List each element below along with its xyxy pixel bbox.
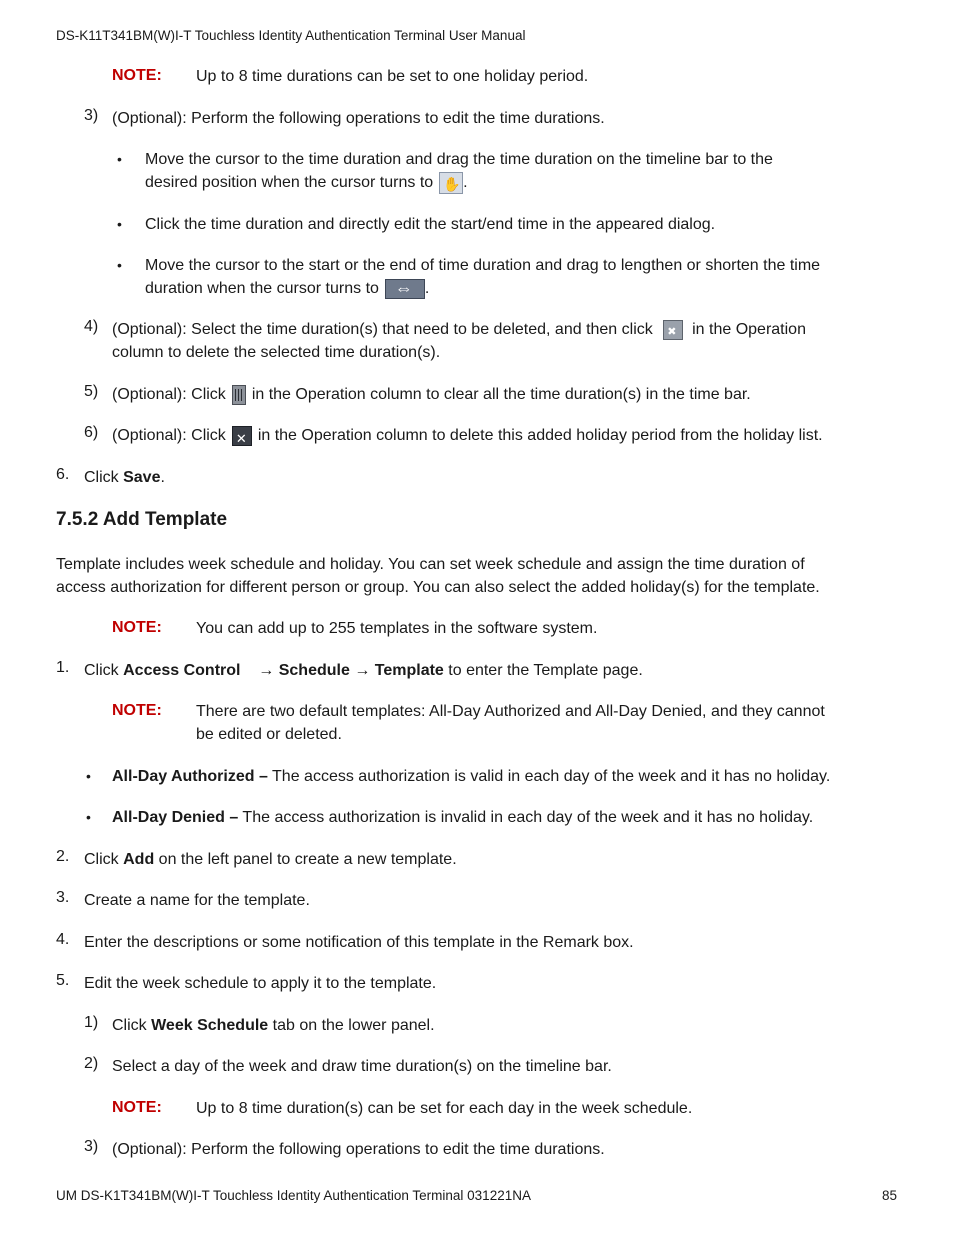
bullet-text: All-Day Denied – The access authorization is invalid in each day of the week and it has no holiday. — [112, 809, 814, 826]
bullet-text: All-Day Authorized – The access authorization is valid in each day of the week and it has no holiday. — [112, 768, 831, 785]
page-number: 85 — [882, 1188, 898, 1203]
note-text: Up to 8 time durations can be set to one holiday period. — [196, 68, 589, 85]
bullet-glyph: • — [86, 768, 91, 784]
step-text: (Optional): Click in the Operation column to clear all the time duration(s) in the time bar. — [112, 386, 751, 403]
resize-arrow-icon — [385, 279, 425, 299]
intro-text-cont: access authorization for different person or group. You can also select the added holiday(s) for the template. — [56, 579, 820, 596]
step-text: Click Save. — [84, 469, 165, 486]
step-number: 5) — [84, 383, 99, 400]
step-text: (Optional): Perform the following operations to edit the time durations. — [112, 1141, 605, 1158]
note-text: You can add up to 255 templates in the software system. — [196, 620, 598, 637]
note-label: NOTE: — [112, 67, 162, 84]
bullet-glyph: • — [86, 809, 91, 825]
delete-box-icon — [663, 320, 683, 340]
page-header: DS-K11T341BM(W)I-T Touchless Identity Authentication Terminal User Manual — [56, 28, 526, 43]
step-number: 1. — [56, 659, 70, 676]
step-number: 5. — [56, 972, 70, 989]
note-label: NOTE: — [112, 1099, 162, 1116]
step-number: 1) — [84, 1014, 99, 1031]
hand-cursor-icon — [439, 172, 463, 194]
step-number: 6) — [84, 424, 99, 441]
note-text: There are two default templates: All-Day Authorized and All-Day Denied, and they cannot — [196, 703, 825, 720]
trash-icon — [232, 385, 246, 405]
step-text: Click Add on the left panel to create a new template. — [84, 851, 457, 868]
bullet-text: Move the cursor to the start or the end of time duration and drag to lengthen or shorten the time — [145, 257, 821, 274]
step-number: 6. — [56, 466, 70, 483]
bullet-text: Click the time duration and directly edit the start/end time in the appeared dialog. — [145, 216, 716, 233]
step-text: (Optional): Perform the following operations to edit the time durations. — [112, 110, 605, 127]
step-text: Create a name for the template. — [84, 892, 310, 909]
intro-text: Template includes week schedule and holiday. You can set week schedule and assign the time duration of — [56, 556, 805, 573]
step-text: Click Access Control → Schedule → Template to enter the Template page. — [84, 662, 643, 679]
bullet-text-cont: duration when the cursor turns to⇔ . — [145, 277, 429, 300]
step-text: (Optional): Select the time duration(s) that need to be deleted, and then click ✖ in the Operation — [112, 318, 806, 341]
step-number: 2) — [84, 1055, 99, 1072]
step-text: Click Week Schedule tab on the lower panel. — [112, 1017, 435, 1034]
bullet-text: Move the cursor to the time duration and drag the time duration on the timeline bar to the — [145, 151, 773, 168]
bullet-glyph: • — [117, 151, 122, 167]
note-label: NOTE: — [112, 619, 162, 636]
step-number: 3. — [56, 889, 70, 906]
step-number: 3) — [84, 1138, 99, 1155]
note-text-cont: be edited or deleted. — [196, 726, 342, 743]
close-x-icon — [232, 426, 252, 446]
step-text: Select a day of the week and draw time duration(s) on the timeline bar. — [112, 1058, 612, 1075]
step-number: 2. — [56, 848, 70, 865]
step-text: Enter the descriptions or some notification of this template in the Remark box. — [84, 934, 634, 951]
step-text: Edit the week schedule to apply it to the template. — [84, 975, 437, 992]
page-footer: UM DS-K1T341BM(W)I-T Touchless Identity Authentication Terminal 031221NA — [56, 1188, 531, 1203]
bullet-text-cont: desired position when the cursor turns to✋ . — [145, 171, 468, 194]
step-text-cont: column to delete the selected time duration(s). — [112, 344, 441, 361]
note-text: Up to 8 time duration(s) can be set for each day in the week schedule. — [196, 1100, 693, 1117]
section-title: 7.5.2 Add Template — [56, 509, 228, 530]
step-number: 3) — [84, 107, 99, 124]
bullet-glyph: • — [117, 216, 122, 232]
note-label: NOTE: — [112, 702, 162, 719]
bullet-glyph: • — [117, 257, 122, 273]
step-number: 4. — [56, 931, 70, 948]
step-text: (Optional): Click✕ in the Operation column to delete this added holiday period from the holiday list. — [112, 424, 823, 447]
step-number: 4) — [84, 318, 99, 335]
